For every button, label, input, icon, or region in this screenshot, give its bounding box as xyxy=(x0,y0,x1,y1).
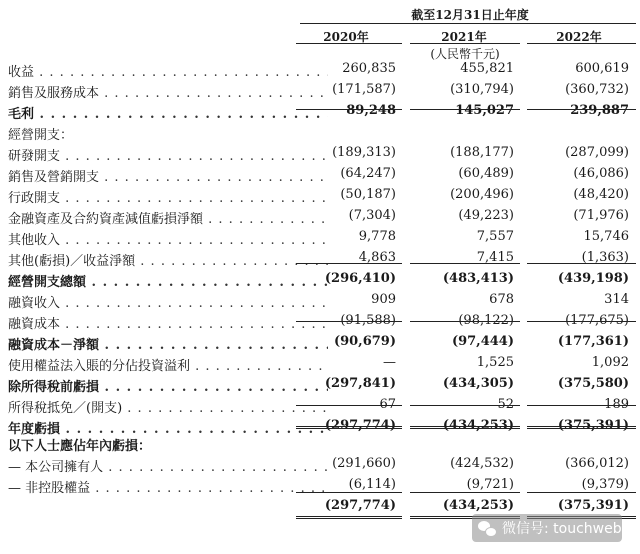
row-value-2020: 67 xyxy=(379,397,396,412)
statement-row xyxy=(0,376,640,397)
row-value-2020: (91,588) xyxy=(340,313,396,328)
statement-row xyxy=(0,166,640,187)
row-value-2022: (375,391) xyxy=(557,418,629,433)
row-value-2022: 1,092 xyxy=(591,355,629,370)
rule-opex-total xyxy=(296,263,402,264)
statement-row xyxy=(0,477,640,498)
statement-row xyxy=(0,334,640,355)
watermark-badge xyxy=(472,514,622,542)
row-label: 融資收入 . . . xyxy=(8,292,328,311)
row-label: 所得稅抵免／(開支) . . . xyxy=(8,397,328,416)
row-value-2020: 260,835 xyxy=(342,61,396,76)
statement-row xyxy=(0,250,640,271)
row-value-2020: 909 xyxy=(371,292,396,307)
row-value-2020: (291,660) xyxy=(332,456,396,471)
row-value-2021: (434,253) xyxy=(442,418,514,433)
row-label: 以下人士應佔年內虧損： xyxy=(8,439,152,454)
statement-row xyxy=(0,82,640,103)
row-value-2021: (9,721) xyxy=(466,477,514,492)
row-value-2022: 314 xyxy=(604,292,629,307)
row-value-2022: (439,198) xyxy=(557,271,629,286)
double-rule-loss-year xyxy=(527,426,636,429)
rule-loss-year xyxy=(296,405,402,406)
row-label: 研發開支 . . . xyxy=(8,145,328,164)
row-label: 銷售及服務成本 . . . xyxy=(8,82,328,101)
row-value-2020: (90,679) xyxy=(333,334,396,349)
row-value-2021: 7,415 xyxy=(476,250,514,265)
row-value-2022: 239,887 xyxy=(570,103,629,118)
row-value-2022: (177,361) xyxy=(557,334,629,349)
row-value-2021: 455,821 xyxy=(460,61,514,76)
row-value-2022: (375,391) xyxy=(557,498,629,513)
row-value-2021: (483,413) xyxy=(442,271,514,286)
row-value-2022: (48,420) xyxy=(573,187,629,202)
row-value-2022: (1,363) xyxy=(581,250,629,265)
row-value-2020: (297,774) xyxy=(324,498,396,513)
year-rule-2021 xyxy=(410,43,520,44)
row-label: 金融資產及合約資產減值虧損淨額 . . . xyxy=(8,208,328,227)
row-value-2020: (189,313) xyxy=(332,145,396,160)
row-value-2022: (46,086) xyxy=(573,166,629,181)
statement-row xyxy=(0,456,640,477)
double-rule-attrib-total xyxy=(296,516,402,519)
statement-row xyxy=(0,313,640,334)
row-label: 使用權益法入賬的分佔投資溢利 . . . xyxy=(8,355,328,374)
row-value-2021: 7,557 xyxy=(476,229,514,244)
row-value-2021: (434,253) xyxy=(442,498,514,513)
statement-row xyxy=(0,187,640,208)
row-value-2021: (49,223) xyxy=(458,208,514,223)
row-label: 其他收入 . . . xyxy=(8,229,328,248)
rule-finance xyxy=(527,321,636,322)
row-value-2022: 189 xyxy=(604,397,629,412)
wechat-icon xyxy=(478,520,496,536)
year-rule-2022 xyxy=(527,43,636,44)
statement-row xyxy=(0,61,640,82)
row-value-2021: (60,489) xyxy=(458,166,514,181)
row-value-2020: (64,247) xyxy=(340,166,396,181)
row-value-2020: — xyxy=(383,355,396,370)
row-value-2021: 678 xyxy=(489,292,514,307)
year-2020-header: 2020年 xyxy=(323,30,369,44)
period-rule xyxy=(300,23,636,24)
statement-row xyxy=(0,271,640,292)
row-value-2020: (297,774) xyxy=(324,418,396,433)
row-value-2022: (71,976) xyxy=(573,208,629,223)
year-rule-2020 xyxy=(296,43,402,44)
row-value-2020: (6,114) xyxy=(348,477,396,492)
row-value-2020: (50,187) xyxy=(340,187,396,202)
row-label: 經營開支： xyxy=(8,128,74,143)
rule-finance xyxy=(296,321,402,322)
row-label: 除所得稅前虧損 . . . xyxy=(8,376,328,395)
statement-row xyxy=(0,208,640,229)
rule-opex-total xyxy=(410,263,520,264)
rule-attrib-total xyxy=(296,492,402,493)
statement-row xyxy=(0,355,640,376)
row-value-2020: 9,778 xyxy=(358,229,396,244)
statement-row xyxy=(0,435,640,456)
statement-row xyxy=(0,229,640,250)
rule-loss-year xyxy=(410,405,520,406)
period-header: 截至12月31日止年度 xyxy=(411,8,529,22)
row-label: 銷售及營銷開支 . . . xyxy=(8,166,328,185)
row-value-2021: 145,027 xyxy=(455,103,514,118)
row-value-2021: 52 xyxy=(497,397,514,412)
rule-gross xyxy=(410,109,520,110)
rule-gross xyxy=(296,109,402,110)
row-label: 年度虧損 . . . xyxy=(8,418,328,437)
row-value-2022: 600,619 xyxy=(575,61,629,76)
row-label: 收益 . . . xyxy=(8,61,328,80)
row-label: 融資成本 . . . xyxy=(8,313,328,332)
unit-label: (人民幣千元) xyxy=(430,47,500,61)
row-value-2021: (188,177) xyxy=(450,145,514,160)
row-value-2020: (296,410) xyxy=(324,271,396,286)
statement-row xyxy=(0,397,640,418)
row-label: 行政開支 . . . xyxy=(8,187,328,206)
row-value-2021: (200,496) xyxy=(450,187,514,202)
row-value-2022: (375,580) xyxy=(557,376,629,391)
row-value-2021: 1,525 xyxy=(476,355,514,370)
rule-gross xyxy=(527,109,636,110)
row-value-2022: (287,099) xyxy=(565,145,629,160)
rule-finance xyxy=(410,321,520,322)
rule-attrib-total xyxy=(527,492,636,493)
statement-row xyxy=(0,124,640,145)
row-value-2021: (310,794) xyxy=(450,82,514,97)
row-value-2022: (9,379) xyxy=(581,477,629,492)
rule-loss-year xyxy=(527,405,636,406)
row-label: — 非控股權益 . . . xyxy=(8,477,328,496)
rule-attrib-total xyxy=(410,492,520,493)
row-value-2020: (297,841) xyxy=(324,376,396,391)
row-value-2021: (98,122) xyxy=(458,313,514,328)
double-rule-loss-year xyxy=(296,426,402,429)
row-value-2020: (171,587) xyxy=(332,82,396,97)
watermark-text: 微信号: touchweb xyxy=(502,521,622,537)
row-value-2022: (366,012) xyxy=(565,456,629,471)
row-value-2021: (97,444) xyxy=(451,334,514,349)
year-2021-header: 2021年 xyxy=(441,30,487,44)
cropped-text-line xyxy=(40,549,600,554)
double-rule-loss-year xyxy=(410,426,520,429)
rule-opex-total xyxy=(527,263,636,264)
row-label: 其他(虧損)／收益淨額 . . . xyxy=(8,250,328,269)
row-value-2020: 4,863 xyxy=(358,250,396,265)
row-value-2022: (360,732) xyxy=(565,82,629,97)
row-value-2020: (7,304) xyxy=(348,208,396,223)
row-label: — 本公司擁有人 . . . xyxy=(8,456,328,475)
year-2022-header: 2022年 xyxy=(556,30,602,44)
row-value-2022: 15,746 xyxy=(583,229,629,244)
row-label: 毛利 . . . xyxy=(8,103,328,122)
row-label: 經營開支總額 . . . xyxy=(8,271,328,290)
row-value-2021: (434,305) xyxy=(442,376,514,391)
statement-row xyxy=(0,145,640,166)
row-value-2021: (424,532) xyxy=(450,456,514,471)
statement-row xyxy=(0,292,640,313)
row-label: 融資成本－淨額 . . . xyxy=(8,334,328,353)
statement-row xyxy=(0,103,640,124)
row-value-2020: 89,248 xyxy=(346,103,396,118)
row-value-2022: (177,675) xyxy=(565,313,629,328)
